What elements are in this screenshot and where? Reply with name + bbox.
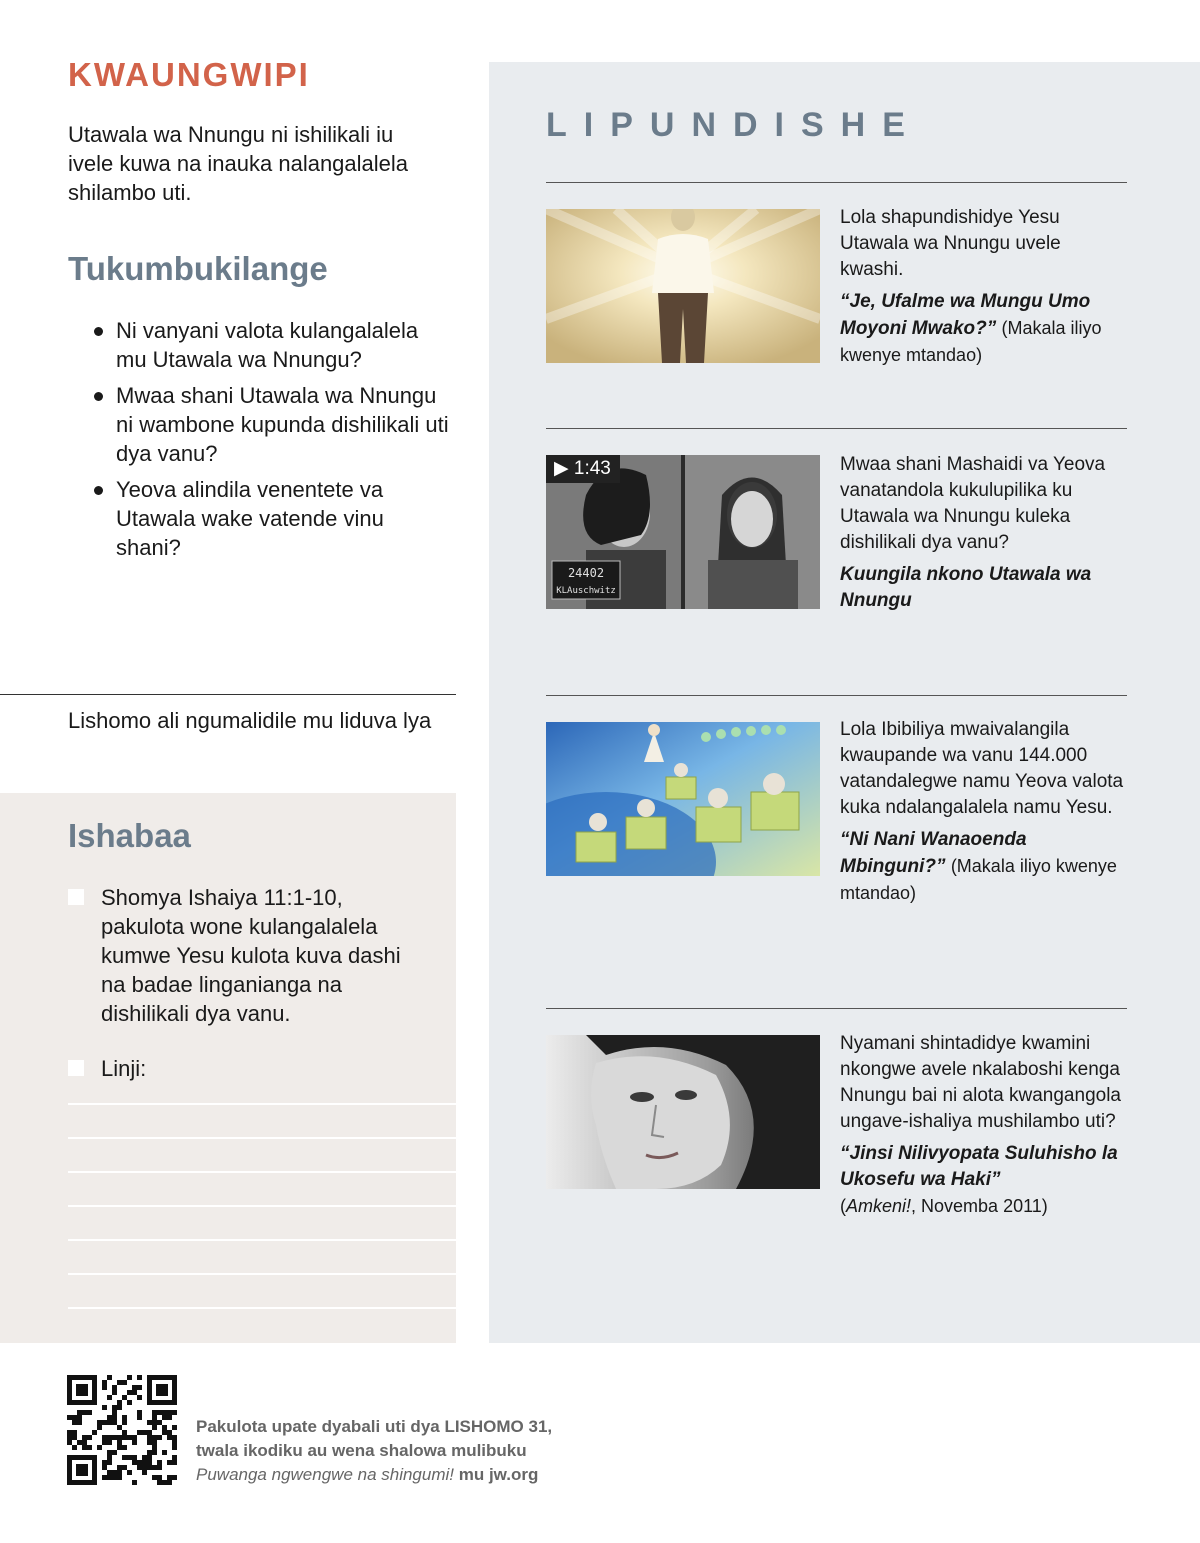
- goal-box: [0, 793, 456, 1343]
- review-question: Yeova alindila venentete va Utawala wake vatende vinu shani?: [94, 475, 454, 562]
- divider: [546, 695, 1127, 696]
- bullet-icon: [94, 392, 103, 401]
- entry-source-note: (Makala iliyo kwenye mtandao): [840, 318, 1102, 365]
- review-title: Tukumbukilange: [68, 250, 328, 287]
- entry-source[interactable]: [840, 827, 1125, 907]
- placard-number: 24402: [567, 566, 605, 580]
- bullet-icon: [94, 327, 103, 336]
- writing-line[interactable]: [68, 1273, 456, 1275]
- summary-text: Utawala wa Nnungu ni ishilikali iu ivele kuwa na inauka nalangalalela shilambo uti.: [68, 122, 409, 205]
- divider: [0, 694, 456, 695]
- bullet-icon: [94, 486, 103, 495]
- explore-entry: [840, 452, 1125, 614]
- entry-source-title[interactable]: “Je, Ufalme wa Mungu Umo Moyoni Mwako?”: [840, 291, 1091, 339]
- goal-item-text: Shomya Ishaiya 11:1-10, pakulota wone kulangalalela kumwe Yesu kulota kuva dashi na badae linganianga na dishilikali dya vanu.: [101, 885, 401, 1026]
- entry-source[interactable]: [840, 562, 1125, 614]
- divider: [546, 428, 1127, 429]
- heavenly-rulers-image[interactable]: [546, 722, 820, 876]
- goal-title: Ishabaa: [68, 817, 191, 854]
- jesus-light-image[interactable]: [546, 209, 820, 363]
- review-question: Ni vanyani valota kulangalalela mu Utawala wa Nnungu?: [94, 316, 454, 374]
- entry-source-note: (Amkeni!, Novemba 2011): [840, 1196, 1048, 1216]
- entry-description: Lola Ibibiliya mwaivalangila kwaupande wa vanu 144.000 vatandalegwe namu Yeova valota kuka ndalangalalela namu Yesu.: [840, 719, 1124, 818]
- writing-line[interactable]: [68, 1307, 456, 1309]
- placard-camp: KLAuschwitz: [556, 586, 616, 596]
- footer-text: Pakulota upate dyabali uti dya LISHOMO 31, twala ikodiku au wena shalowa mulibuku Puwanga ngwengwe na shingumi! mu jw.org: [196, 1417, 553, 1484]
- explore-panel: [489, 62, 1200, 1343]
- entry-source-title[interactable]: “Jinsi Nilivyopata Suluhisho la Ukosefu wa Haki”: [840, 1143, 1118, 1190]
- writing-line[interactable]: [68, 1239, 456, 1241]
- explore-entry: [840, 205, 1125, 369]
- divider: [546, 182, 1127, 183]
- writing-line[interactable]: [68, 1103, 456, 1105]
- section-title: KWAUNGWIPI: [68, 56, 310, 93]
- woman-portrait-image[interactable]: [546, 1035, 820, 1189]
- entry-source-note: (Makala iliyo kwenye mtandao): [840, 856, 1117, 903]
- checkbox-icon[interactable]: [68, 889, 84, 905]
- explore-title: LIPUNDISHE: [546, 106, 922, 144]
- writing-line[interactable]: [68, 1205, 456, 1207]
- progress-text: Lishomo ali ngumalidile mu liduva lya: [68, 708, 432, 733]
- divider: [546, 1008, 1127, 1009]
- review-questions: [94, 316, 454, 569]
- goal-item-text: Linji:: [101, 1056, 147, 1081]
- writing-line[interactable]: [68, 1137, 456, 1139]
- qr-code-icon[interactable]: [67, 1375, 177, 1485]
- entry-source-title[interactable]: “Ni Nani Wanaoenda Mbinguni?”: [840, 829, 1027, 877]
- writing-line[interactable]: [68, 1171, 456, 1173]
- goal-item[interactable]: [68, 883, 428, 1033]
- video-duration[interactable]: ▶ 1:43: [546, 455, 620, 483]
- entry-description: Nyamani shintadidye kwamini nkongwe avele nkalaboshi kenga Nnungu bai ni alota kwangangola ungave-ishaliya mushilambo uti?: [840, 1033, 1121, 1132]
- checkbox-icon[interactable]: [68, 1060, 84, 1076]
- entry-source-title[interactable]: Kuungila nkono Utawala wa Nnungu: [840, 564, 1092, 611]
- review-question: Mwaa shani Utawala wa Nnungu ni wambone kupunda dishilikali uti dya vanu?: [94, 381, 454, 468]
- entry-source[interactable]: [840, 289, 1125, 369]
- video-thumbnail[interactable]: [546, 455, 820, 609]
- entry-source[interactable]: [840, 1141, 1125, 1220]
- explore-entry: [840, 1031, 1125, 1220]
- explore-entry: [840, 717, 1125, 907]
- entry-description: Lola shapundishidye Yesu Utawala wa Nnungu uvele kwashi.: [840, 207, 1061, 280]
- entry-description: Mwaa shani Mashaidi va Yeova vanatandola kukulupilika ku Utawala wa Nnungu kuleka dishilikali dya vanu?: [840, 454, 1106, 553]
- goal-item[interactable]: [68, 1054, 428, 1084]
